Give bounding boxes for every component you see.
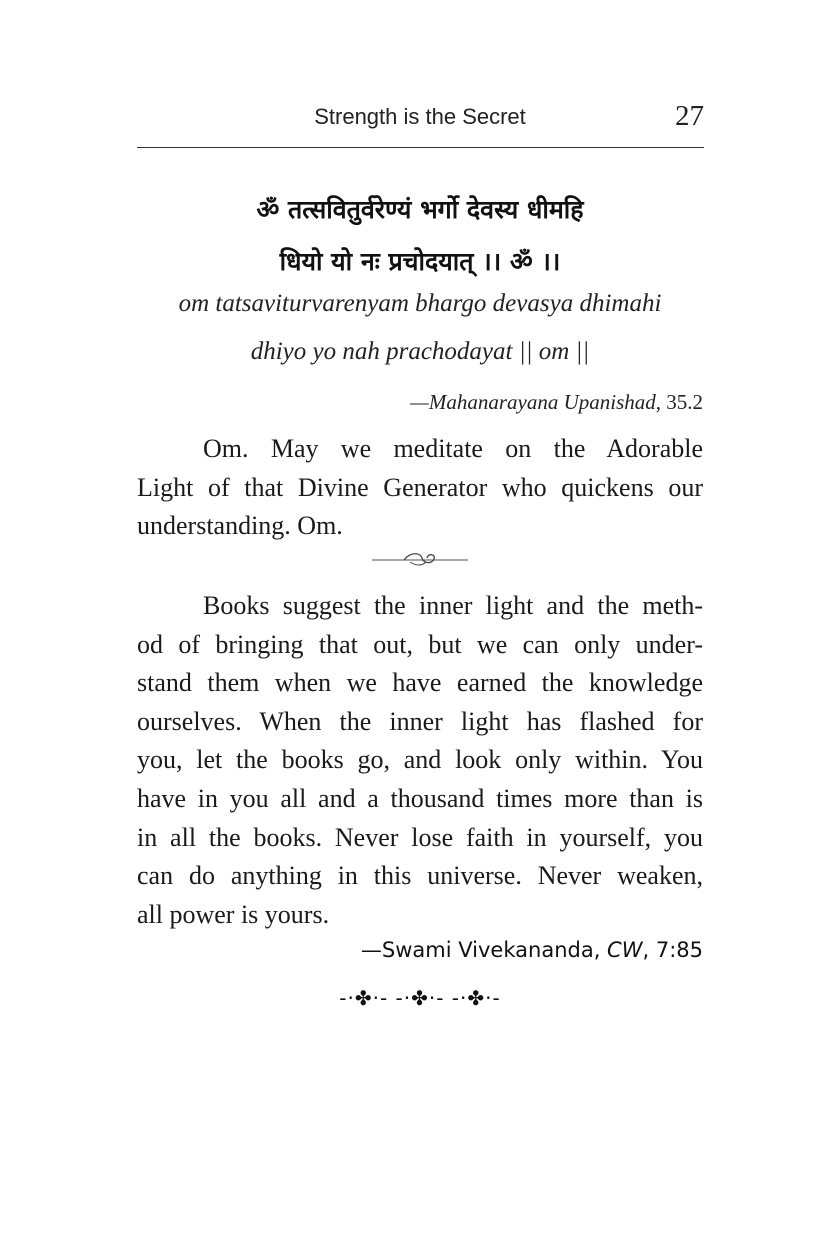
transliteration-line-1: om tatsaviturvarenyam bhargo devasya dhimahi [178, 290, 662, 317]
attribution-work: CW [607, 938, 643, 962]
translation-paragraph [137, 430, 703, 546]
mantra-source-ref: 35.2 [661, 390, 703, 414]
mantra-source-name: Mahanarayana Upanishad, [428, 390, 661, 414]
translation-line: Light of that Divine Generator who quickens our [137, 472, 703, 502]
translation-line: understanding. Om. [137, 511, 343, 541]
quote-line: you, let the books go, and look only within. You [137, 745, 703, 775]
quote-line: Books suggest the inner light and the meth- [203, 591, 703, 620]
quote-attribution [361, 938, 703, 962]
quote-line: ourselves. When the inner light has flashed for [137, 706, 703, 736]
quote-line: stand them when we have earned the knowledge [137, 668, 703, 698]
translation-line: Om. May we meditate on the Adorable [203, 434, 703, 463]
quote-line: all power is yours. [137, 899, 330, 929]
sanskrit-line-1: ॐ तत्सवितुर्वरेण्यं भर्गो देवस्य धीमहि [256, 195, 584, 224]
quote-paragraph [137, 587, 703, 934]
header-rule [137, 147, 704, 148]
page-number: 27 [675, 100, 704, 132]
quote-line: have in you all and a thousand times more than is [137, 783, 703, 813]
transliteration-line-2: dhiyo yo nah prachodayat || om || [250, 338, 590, 365]
attribution-ref: , 7:85 [642, 938, 703, 962]
quote-line: od of bringing that out, but we can only under- [137, 629, 703, 659]
mantra-source [410, 390, 703, 415]
mantra-source-dash: — [410, 390, 429, 414]
sanskrit-line-2: धियो यो नः प्रचोदयात् ।। ॐ ।। [279, 247, 561, 276]
quote-line: can do anything in this universe. Never weaken, [137, 861, 703, 891]
end-ornament: -·✤·- -·✤·- -·✤·- [339, 986, 501, 1010]
attribution-author: —Swami Vivekananda, [360, 938, 608, 962]
flourish-divider-icon [370, 548, 470, 572]
quote-line: in all the books. Never lose faith in yourself, you [137, 822, 703, 852]
running-header-title: Strength is the Secret [314, 104, 526, 129]
